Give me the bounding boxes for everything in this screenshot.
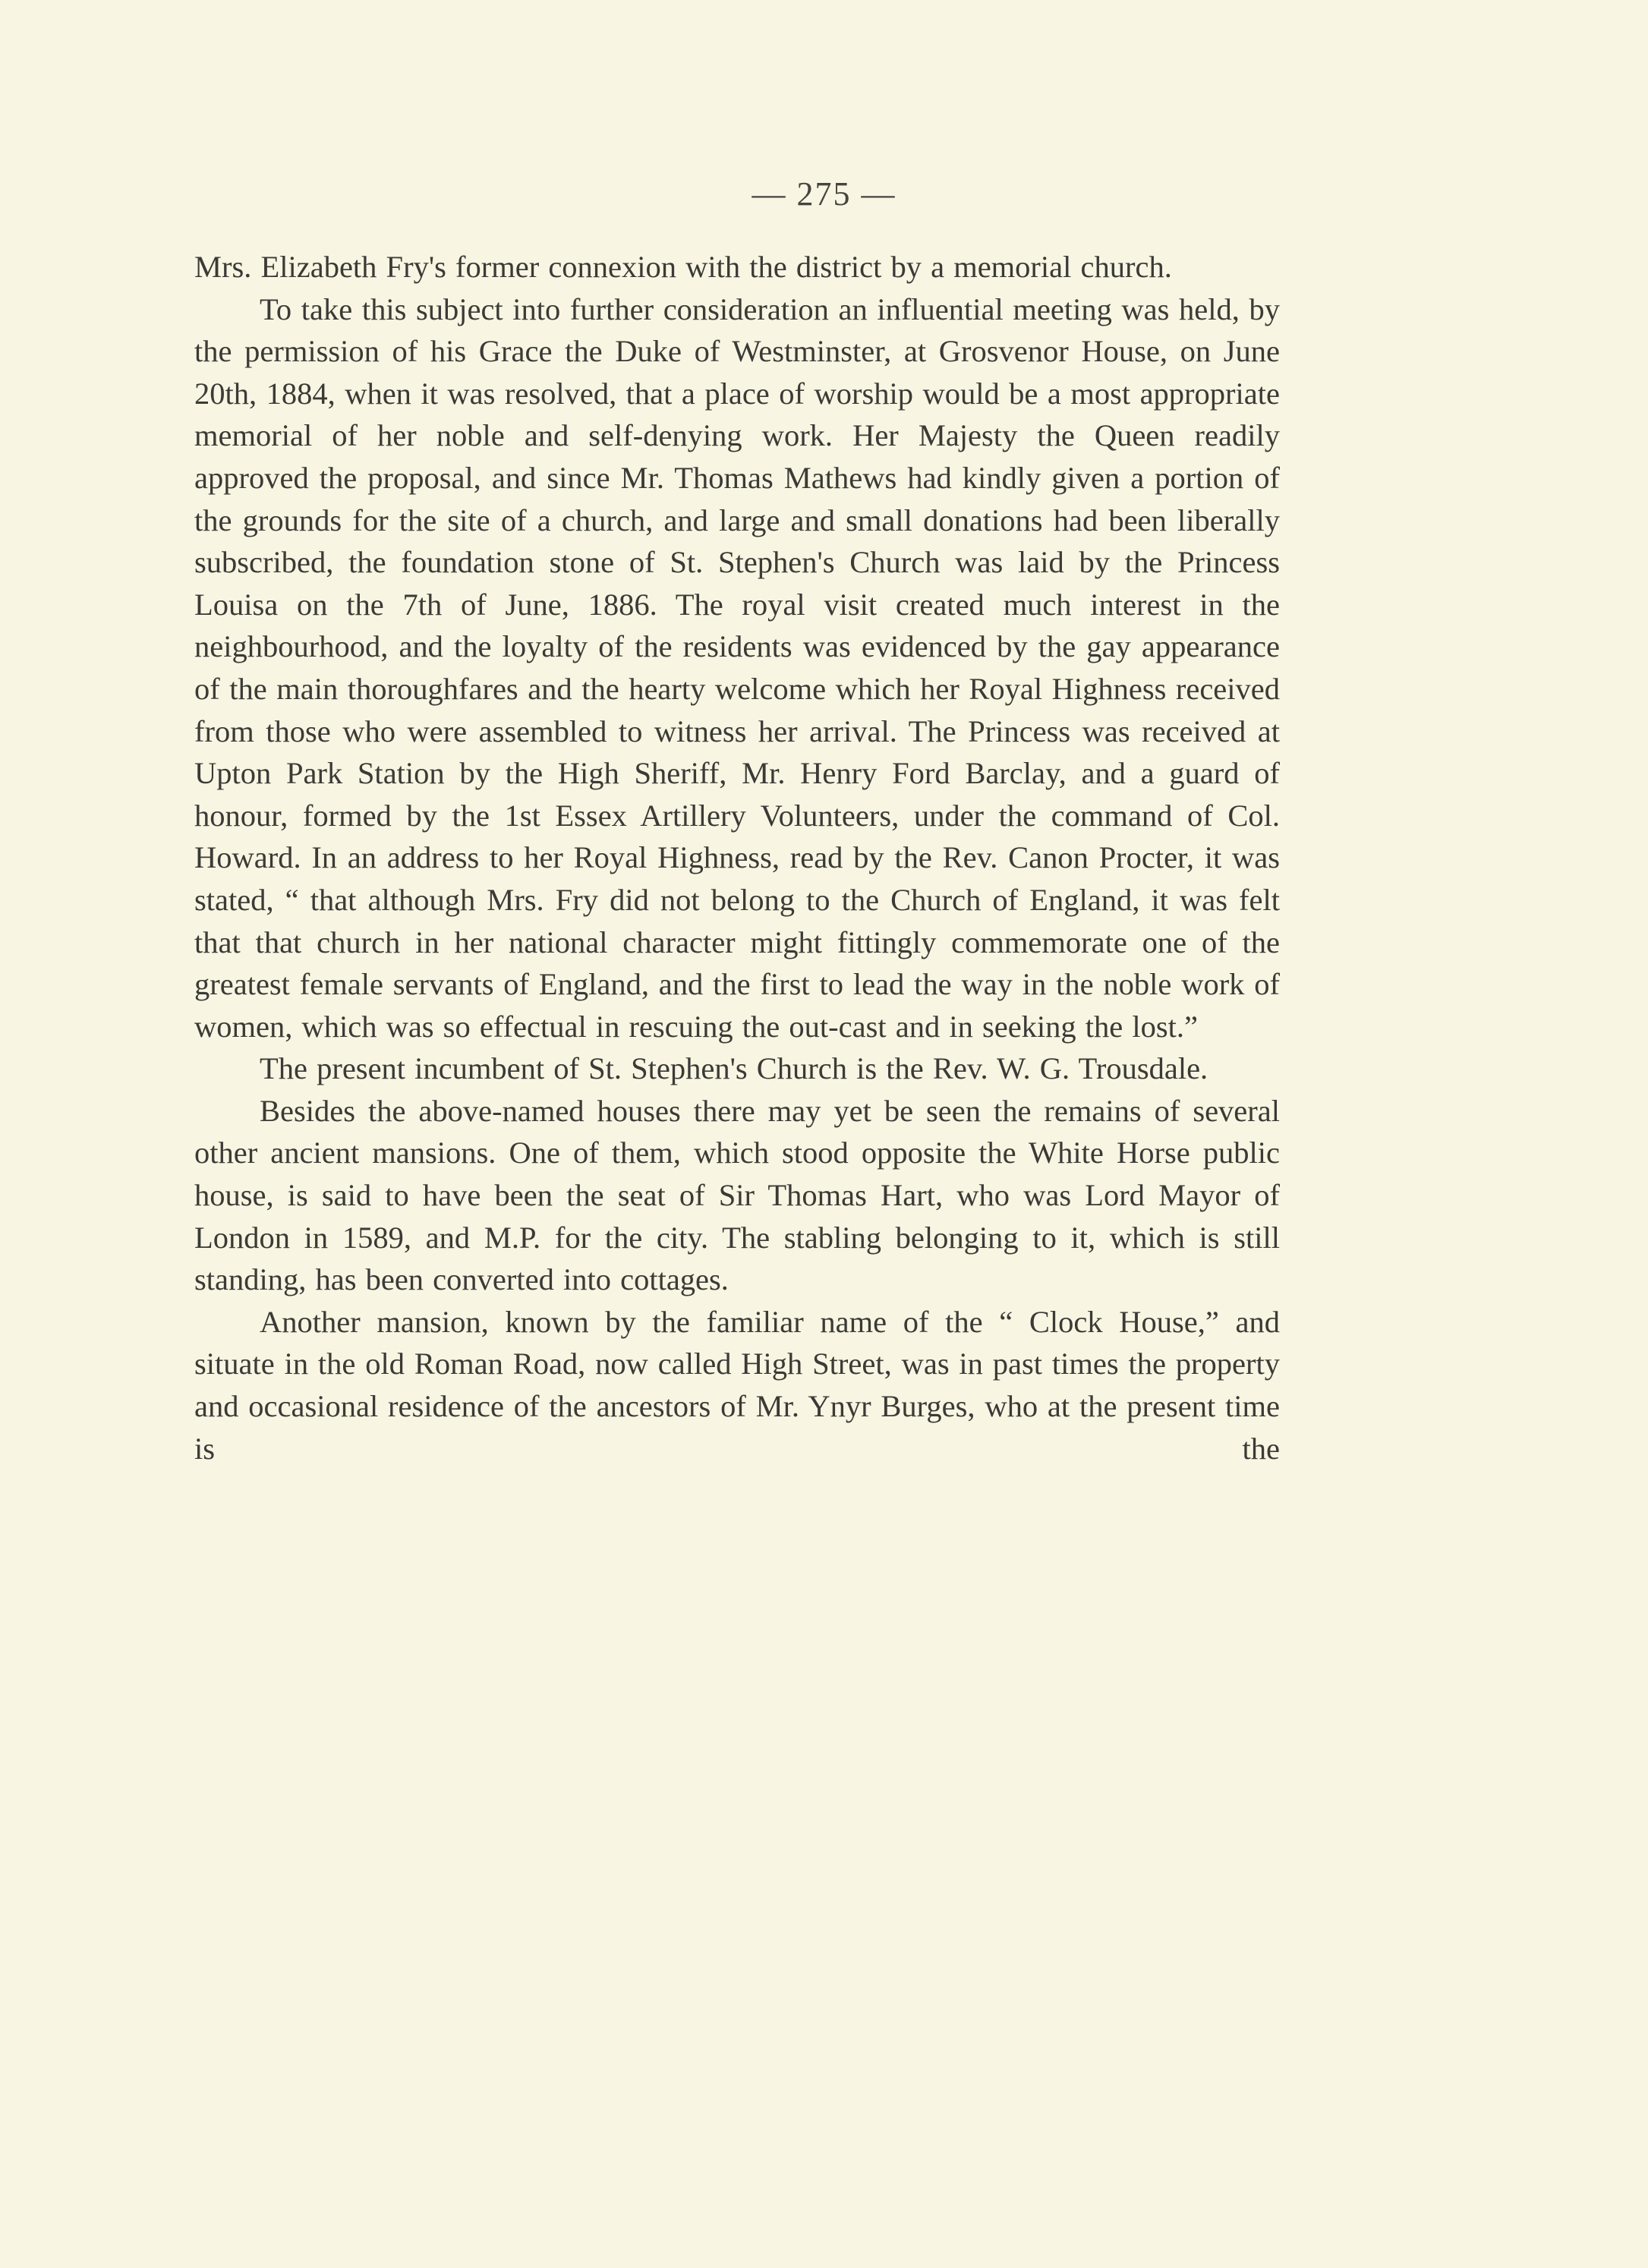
paragraph-3: The present incumbent of St. Stephen's Church is the Rev. W. G. Trousdale. [260,1051,1208,1086]
paragraph-4: Besides the above-named houses there may yet be seen the remains of several other ancient mansions. One of them, which stood opposite the White Horse public house, is said to have been the seat of Sir Thomas Hart, who was Lord Mayor of London in 1589, and M.P. for the city. The stabling belonging to it, which is still standing, has been converted into cottages. [194,1093,1280,1297]
page-number: — 275 — [752,175,896,213]
body-text [194,246,1280,1469]
paragraph-5: Another mansion, known by the familiar name of the “ Clock House,” and situate in the old Roman Road, now called High Street, was in past times the property and occasional residence of the ancestors of Mr. Ynyr Burges, who at the present time is the [194,1304,1280,1466]
paragraph-1: Mrs. Elizabeth Fry's former connexion with the district by a memorial church. [194,250,1172,284]
paragraph-2: To take this subject into further consideration an influential meeting was held, by the permission of his Grace the Duke of Westminster, at Grosvenor House, on June 20th, 1884, when it was resolved, that a place of worship would be a most appropriate memorial of her noble and self-denying work. Her Majesty the Queen readily approved the proposal, and since Mr. Thomas Mathews had kindly given a portion of the grounds for the site of a church, and large and small donations had been liberally subscribed, the foundation stone of St. Stephen's Church was laid by the Princess Louisa on the 7th of June, 1886. The royal visit created much interest in the neighbourhood, and the loyalty of the residents was evidenced by the gay appearance of the main thoroughfares and the hearty welcome which her Royal Highness received from those who were assembled to witness her arrival. The Princess was received at Upton Park Station by the High Sheriff, Mr. Henry Ford Barclay, and a guard of honour, formed by the 1st Essex Artillery Volunteers, under the command of Col. Howard. In an address to her Royal Highness, read by the Rev. Canon Procter, it was stated, “ that although Mrs. Fry did not belong to the Church of England, it was felt that that church in her national character might fittingly commemorate one of the greatest female servants of England, and the first to lead the way in the noble work of women, which was so effectual in rescuing the out-cast and in seeking the lost.” [194,291,1280,1044]
